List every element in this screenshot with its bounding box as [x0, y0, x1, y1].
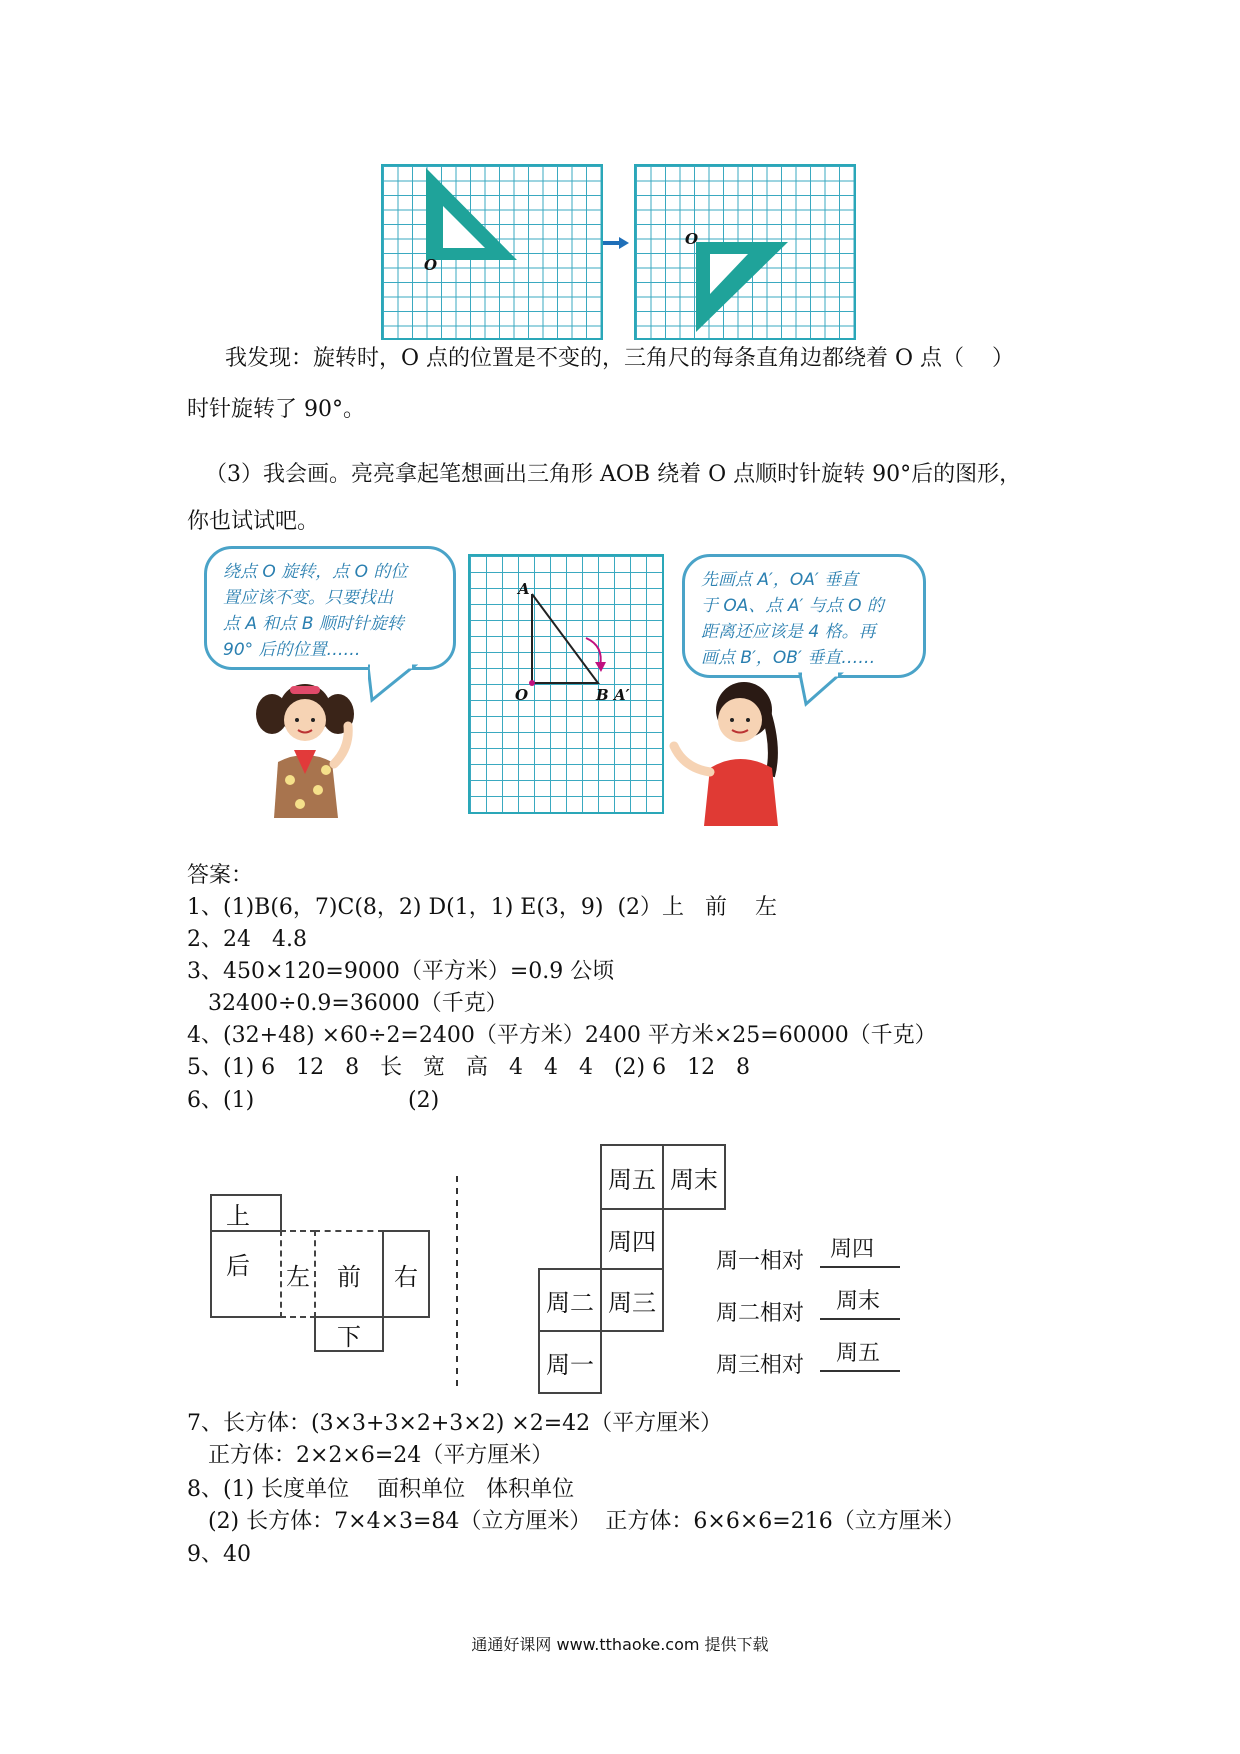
- point-o-label-right: O: [685, 230, 699, 248]
- speech-bubble-right: 先画点 A′，OA′ 垂直 于 OA、点 A′ 与点 O 的 距离还应该是 4 格。再 画点 B′，OB′ 垂直……: [682, 554, 926, 678]
- answer-line-7: 7、长方体：(3×3+3×2+3×2) ×2=42（平方厘米）: [187, 1411, 723, 1436]
- answer-line-4: 4、(32+48) ×60÷2=2400（平方米）2400 平方米×25=60000（千克）: [187, 1023, 937, 1048]
- point-o-label: O: [515, 686, 529, 704]
- answer-line-1: 1、(1)B(6，7)C(8，2) D(1，1) E(3，9) (2）上 前 左: [187, 895, 778, 920]
- point-o-label-left: O: [424, 256, 438, 274]
- answer-line-7b: 正方体：2×2×6=24（平方厘米）: [187, 1443, 554, 1468]
- triangle-aob: [468, 554, 668, 814]
- net1-right: 右: [382, 1230, 430, 1318]
- net2-thu: 周四: [600, 1208, 664, 1270]
- point-b-label: B: [596, 686, 609, 704]
- cube-net-1: [210, 1194, 430, 1364]
- net2-fri: 周五: [600, 1144, 664, 1210]
- pair-label-3: 周三相对: [716, 1353, 805, 1378]
- pair-label-2: 周二相对: [716, 1301, 805, 1326]
- answer-line-3: 3、450×120=9000（平方米）=0.9 公顷: [187, 959, 615, 984]
- answer-line-9: 9、40: [187, 1542, 251, 1567]
- girl-illustration-right: [660, 676, 806, 826]
- arrow-right-icon: [603, 236, 629, 250]
- pair-underline-1: [820, 1266, 900, 1268]
- bubble-tail-left: [368, 664, 418, 704]
- pair-underline-2: [820, 1318, 900, 1320]
- triangle-ruler-right: [634, 164, 856, 340]
- answer-line-3b: 32400÷0.9=36000（千克）: [187, 991, 508, 1016]
- net2-wed: 周三: [600, 1268, 664, 1332]
- discovery-text-line2: 时针旋转了 90°。: [187, 397, 365, 422]
- speech-bubble-left: 绕点 O 旋转，点 O 的位 置应该不变。只要找出 点 A 和点 B 顺时针旋转 90° 后的位置……: [204, 546, 456, 670]
- draw-task-line1: （3）我会画。亮亮拿起笔想画出三角形 AOB 绕着 O 点顺时针旋转 90°后的图形，: [205, 462, 1022, 487]
- answer-line-6: 6、(1) (2): [187, 1088, 440, 1113]
- divider-dashed: [454, 1176, 460, 1390]
- discovery-text-line1: 我发现：旋转时，O 点的位置是不变的，三角尺的每条直角边都绕着 O 点（ ）: [225, 346, 1015, 371]
- answer-line-8b: (2) 长方体：7×4×3=84（立方厘米） 正方体：6×6×6=216（立方厘米）: [187, 1509, 965, 1534]
- net2-tue: 周二: [538, 1268, 602, 1332]
- net1-front: 前: [314, 1230, 384, 1318]
- pair-underline-3: [820, 1370, 900, 1372]
- girl-illustration-left: [238, 678, 370, 820]
- net2-weekend: 周末: [662, 1144, 726, 1210]
- pair-answer-2: 周末: [836, 1289, 881, 1314]
- net1-left: 左: [280, 1230, 316, 1318]
- answer-line-8: 8、(1) 长度单位 面积单位 体积单位: [187, 1477, 575, 1502]
- answer-line-5: 5、(1) 6 12 8 长 宽 高 4 4 4 (2) 6 12 8: [187, 1055, 751, 1080]
- draw-task-line2: 你也试试吧。: [187, 509, 320, 534]
- answer-line-2: 2、24 4.8: [187, 927, 307, 952]
- pair-label-1: 周一相对: [716, 1249, 805, 1274]
- answers-heading: 答案：: [187, 863, 254, 888]
- point-a-prime-label: A′: [614, 686, 630, 704]
- triangle-ruler-left: [381, 164, 603, 340]
- net1-back: 后: [210, 1230, 282, 1318]
- net1-top: 上: [210, 1194, 282, 1232]
- net2-mon: 周一: [538, 1330, 602, 1394]
- pair-answer-3: 周五: [836, 1341, 881, 1366]
- point-a-label: A: [518, 580, 530, 598]
- footer-text: 通通好课网 www.tthaoke.com 提供下载: [471, 1635, 769, 1654]
- cube-net-2: [538, 1144, 738, 1394]
- net1-bottom: 下: [314, 1316, 384, 1352]
- pair-answer-1: 周四: [830, 1237, 875, 1262]
